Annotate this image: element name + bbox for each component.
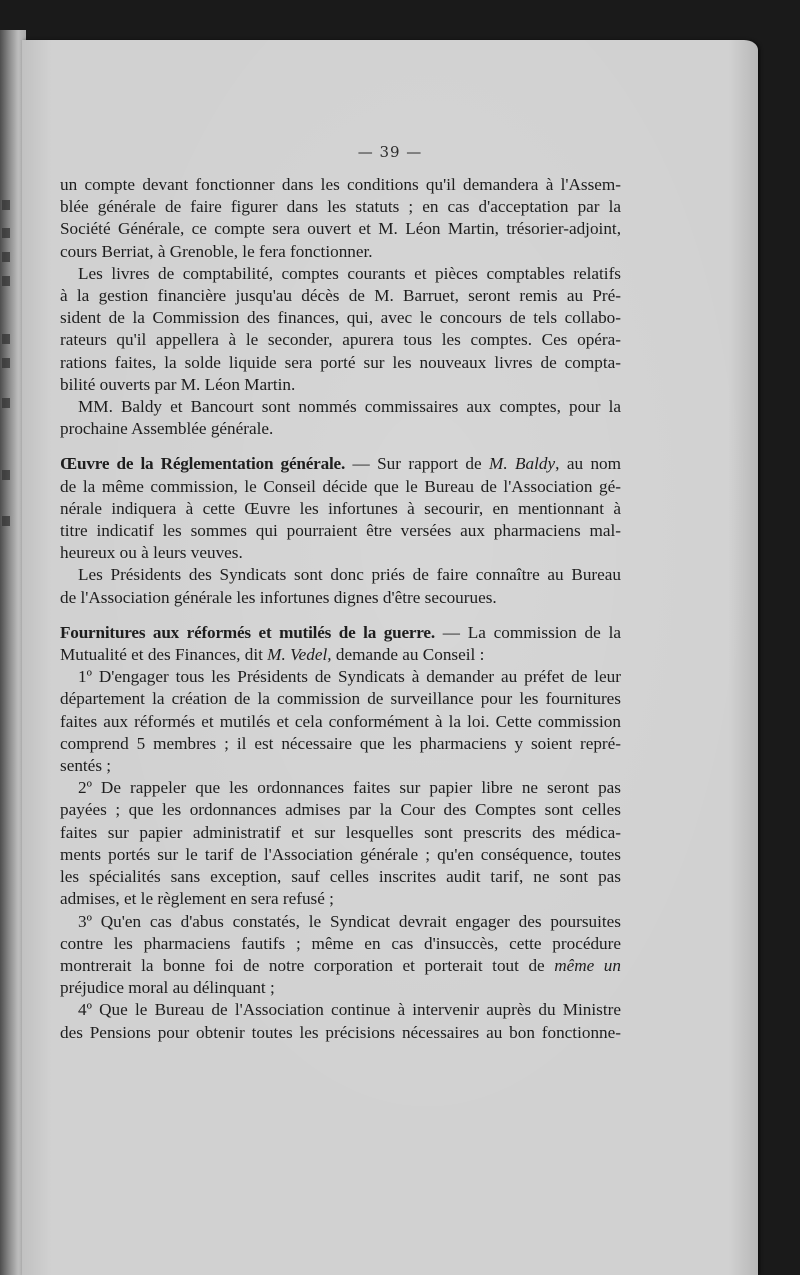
heading-continuation: , au nom [555, 454, 621, 474]
text-line: les spécialités sans exception, sauf celles inscrites audit tarif, ne sont pas [60, 867, 621, 887]
text-line: Société Générale, ce compte sera ouvert et M. Léon Martin, trésorier-adjoint, [60, 219, 621, 239]
text-line: bilité ouverts par M. Léon Martin. [60, 374, 296, 394]
text-line: Les Présidents des Syndicats sont donc priés de faire connaître au Bureau [78, 565, 621, 585]
page-number: — 39 — [357, 143, 423, 161]
section-gap [60, 609, 621, 622]
text-line [60, 955, 621, 977]
section-heading-line [60, 622, 621, 644]
text-line: préjudice moral au délinquant ; [60, 978, 275, 998]
text-line: MM. Baldy et Bancourt sont nommés commissaires aux comptes, pour la [78, 397, 621, 417]
bleed-mark [2, 252, 10, 262]
bleed-mark [2, 228, 10, 238]
bleed-mark [2, 358, 10, 368]
text-line: un compte devant fonctionner dans les conditions qu'il demandera à l'Assem- [60, 175, 621, 194]
section-heading: Œuvre de la Réglementation générale. [60, 454, 346, 474]
text-fragment: Mutualité et des Finances, dit [60, 645, 268, 665]
page-sheet [22, 40, 758, 1275]
text-line: nérale indiquera à cette Œuvre les infortunes à secourir, en mentionnant à [60, 498, 621, 518]
text-line: Les livres de comptabilité, comptes courants et pièces comptables relatifs [78, 263, 621, 283]
text-line: admises, et le règlement en sera refusé ; [60, 889, 334, 909]
bleed-mark [2, 516, 10, 526]
text-line: titre indicatif les sommes qui pourraient être versées aux pharmaciens mal- [60, 521, 621, 541]
bleed-mark [2, 334, 10, 344]
text-line: cours Berriat, à Grenoble, le fera fonctionner. [60, 241, 373, 261]
text-line: comprend 5 membres ; il est nécessaire que les pharmaciens y soient repré- [60, 733, 621, 753]
speaker-name: M. Vedel, [267, 645, 332, 665]
bleed-mark [2, 398, 10, 408]
heading-continuation: — Sur rapport de [345, 454, 490, 474]
text-line: heureux ou à leurs veuves. [60, 543, 243, 563]
text-line: 2º De rappeler que les ordonnances faites sur papier libre ne seront pas [78, 778, 621, 798]
speaker-name: M. Baldy [489, 454, 556, 474]
text-line: rations faites, la solde liquide sera porté sur les nouveaux livres de compta- [60, 352, 621, 372]
bleed-mark [2, 200, 10, 210]
text-line: sident de la Commission des finances, qui, avec le concours de tels collabo- [60, 308, 621, 328]
text-line: à la gestion financière jusqu'au décès de M. Barruet, seront remis au Pré- [60, 286, 621, 306]
text-line: 3º Qu'en cas d'abus constatés, le Syndicat devrait engager des poursuites [78, 911, 621, 931]
text-line: payées ; que les ordonnances admises par la Cour des Comptes sont celles [60, 800, 621, 820]
text-line: prochaine Assemblée générale. [60, 419, 274, 439]
text-line: rateurs qu'il appellera à le seconder, apurera tous les comptes. Ces opéra- [60, 330, 621, 350]
text-line: 4º Que le Bureau de l'Association continue à intervenir auprès du Ministre [78, 1000, 621, 1020]
text-line: ments portés sur le tarif de l'Association générale ; qu'en conséquence, toutes [60, 844, 621, 864]
text-line: blée générale de faire figurer dans les statuts ; en cas d'acceptation par la [60, 197, 621, 217]
bleed-mark [2, 276, 10, 286]
heading-continuation: — La commission de la [434, 622, 621, 642]
italic-fragment: même un [554, 955, 621, 975]
section-gap [60, 440, 621, 453]
text-line: des Pensions pour obtenir toutes les précisions nécessaires au bon fonctionne- [60, 1022, 621, 1042]
text-line: sentés ; [60, 756, 112, 776]
text-line: de l'Association générale les infortunes dignes d'être secourues. [60, 587, 497, 607]
section-heading: Fournitures aux réformés et mutilés de la guerre. [60, 622, 435, 642]
text-line [60, 644, 621, 666]
text-line: faites sur papier administratif et sur lesquelles sont prescrits des médica- [60, 822, 621, 842]
bleed-mark [2, 470, 10, 480]
text-line: contre les pharmaciens fautifs ; même en cas d'insuccès, cette procédure [60, 933, 621, 953]
section-heading-line [60, 453, 621, 475]
text-fragment: montrerait la bonne foi de notre corporation et porterait tout de [60, 955, 555, 975]
text-line: faites aux réformés et mutilés et cela conformément à la loi. Cette commission [60, 711, 621, 731]
text-line: 1º D'engager tous les Présidents de Syndicats à demander au préfet de leur [78, 667, 621, 687]
body-text [60, 174, 621, 1044]
text-fragment: demande au Conseil : [331, 645, 485, 665]
text-line: de la même commission, le Conseil décide que le Bureau de l'Association gé- [60, 476, 621, 496]
text-line: département la création de la commission de surveillance pour les fournitures [60, 689, 621, 709]
